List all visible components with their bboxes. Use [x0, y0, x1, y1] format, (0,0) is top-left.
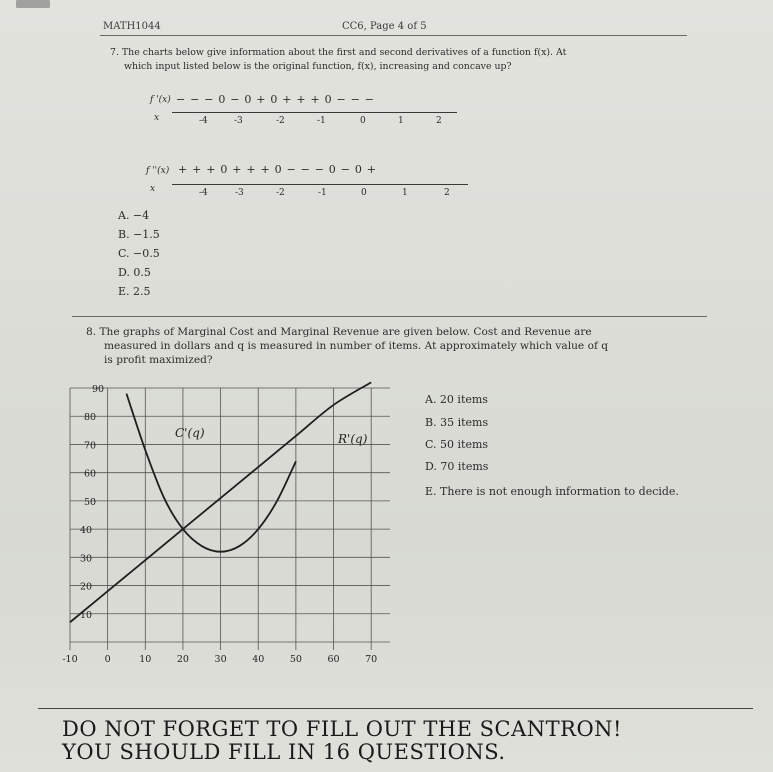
- q8-choice-d: D. 70 items: [425, 460, 489, 473]
- x-tick-label: 40: [252, 654, 265, 665]
- fd-tick: -3: [234, 116, 243, 126]
- x-tick-label: 30: [214, 654, 227, 665]
- x-tick-label: 10: [139, 654, 152, 665]
- q8-choice-c: C. 50 items: [425, 438, 489, 451]
- sd-tick: 1: [402, 188, 408, 198]
- q8-choice-b: B. 35 items: [425, 416, 489, 429]
- y-tick-label: 30: [79, 553, 93, 565]
- y-tick-label: 20: [79, 581, 93, 593]
- fd-tick: -2: [276, 116, 285, 126]
- sd-tick: -4: [199, 188, 208, 198]
- second-derivative-label: f ''(x): [146, 166, 170, 176]
- q7-choice-e: E. 2.5: [118, 285, 151, 298]
- sd-tick: -2: [276, 188, 285, 198]
- fd-tick: 1: [398, 116, 404, 126]
- x-tick-labels: [62, 654, 377, 665]
- y-tick-label: 90: [91, 384, 105, 395]
- q8-prompt-line1: 8. The graphs of Marginal Cost and Marginal Revenue are given below. Cost and Revenue are: [86, 326, 592, 338]
- q7-choice-b: B. −1.5: [118, 228, 160, 241]
- first-derivative-signs: − − − 0 − 0 + 0 + + + 0 − − −: [176, 93, 375, 106]
- second-derivative-axis: [172, 184, 468, 185]
- sd-tick: 2: [444, 188, 450, 198]
- staple-mark: [16, 0, 50, 8]
- footer-rule: [38, 708, 753, 709]
- section-rule: [72, 316, 707, 317]
- fd-tick: -4: [199, 116, 208, 126]
- x-tick-label: 70: [365, 654, 378, 665]
- sd-tick: -1: [318, 188, 327, 198]
- q8-choice-e: E. There is not enough information to decide.: [425, 485, 679, 498]
- marginal-cost-label: C'(q): [175, 426, 205, 440]
- q7-choice-d: D. 0.5: [118, 266, 151, 279]
- y-tick-label: 50: [83, 496, 97, 508]
- second-derivative-signs: + + + 0 + + + 0 − − − 0 − 0 +: [178, 163, 377, 176]
- q7-prompt-line2: which input listed below is the original function, f(x), increasing and concave up?: [124, 61, 512, 72]
- first-derivative-label: f '(x): [150, 95, 171, 105]
- page-indicator: CC6, Page 4 of 5: [342, 21, 427, 32]
- y-tick-label: 40: [79, 525, 93, 537]
- marginal-chart: [60, 380, 405, 680]
- x-tick-label: 50: [289, 654, 302, 665]
- header-rule: [100, 35, 687, 36]
- chart-grid: [70, 388, 390, 650]
- q7-prompt-line1: 7. The charts below give information about the first and second derivatives of a function f(x). At: [110, 47, 567, 58]
- sd-tick: -3: [235, 188, 244, 198]
- q8-prompt-line2: measured in dollars and q is measured in number of items. At approximately which value of q: [104, 340, 609, 352]
- fd-tick: -1: [317, 116, 326, 126]
- x-tick-label: -10: [62, 654, 78, 665]
- first-derivative-axis: [172, 112, 457, 113]
- q7-choice-c: C. −0.5: [118, 247, 160, 260]
- y-tick-label: 60: [83, 468, 97, 480]
- q8-choice-a: A. 20 items: [425, 393, 488, 406]
- q7-choice-a: A. −4: [118, 209, 150, 222]
- y-tick-label: 80: [83, 412, 97, 424]
- x-tick-label: 0: [104, 654, 111, 665]
- y-tick-label: 10: [79, 609, 93, 621]
- q8-prompt-line3: is profit maximized?: [104, 354, 213, 366]
- x-tick-label: 60: [327, 654, 340, 665]
- first-derivative-x-label: x: [154, 113, 160, 123]
- question-count-reminder: YOU SHOULD FILL IN 16 QUESTIONS.: [62, 740, 506, 764]
- second-derivative-x-label: x: [150, 184, 156, 194]
- fd-tick: 2: [436, 116, 442, 126]
- marginal-revenue-label: R'(q): [338, 432, 368, 446]
- x-tick-label: 20: [176, 654, 189, 665]
- y-tick-label: 70: [83, 440, 97, 452]
- scantron-reminder: DO NOT FORGET TO FILL OUT THE SCANTRON!: [62, 717, 622, 741]
- course-code: MATH1044: [103, 21, 161, 32]
- fd-tick: 0: [360, 116, 366, 126]
- sd-tick: 0: [361, 188, 367, 198]
